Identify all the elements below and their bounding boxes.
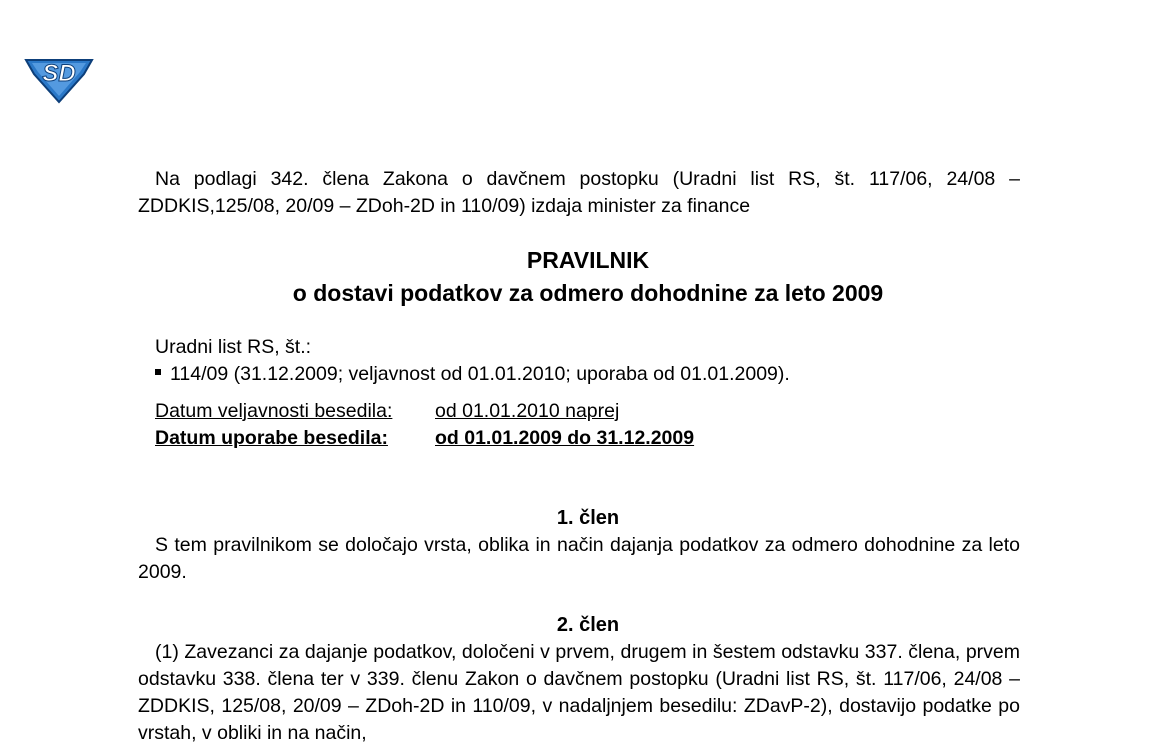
document-title: PRAVILNIK (526, 247, 650, 273)
usage-date-row (155, 427, 694, 450)
article-2-heading: 2. člen (556, 614, 620, 636)
article-2-text: (1) Zavezanci za dajanje podatkov, določeni v prvem, drugem in šestem odstavku 337. člena, prvem odstavku 338. člena ter v 339. členu Zakon o davčnem postopku (Uradni list RS, št. 117/06, 24/08 – ZDDKIS, 125/08, 20/09 – ZDoh-2D in 110/09, v nadaljnjem besedilu: ZDavP-2), dostavijo podatke po vrstah, v obliki in na način, (138, 641, 1020, 744)
validity-value: od 01.01.2010 naprej (435, 400, 620, 422)
intro-paragraph: Na podlagi 342. člena Zakona o davčnem postopku (Uradni list RS, št. 117/06, 24/08 – ZDDKIS,125/08, 20/09 – ZDoh-2D in 110/09) izdaja minister za finance (138, 168, 1020, 217)
gazette-entry (155, 363, 790, 386)
gazette-label: Uradni list RS, št.: (155, 336, 312, 358)
usage-label: Datum uporabe besedila: (155, 427, 388, 449)
validity-date-row (155, 400, 619, 423)
svg-text:SD: SD (42, 60, 76, 87)
validity-label: Datum veljavnosti besedila: (155, 400, 393, 422)
article-1-heading: 1. člen (556, 507, 620, 529)
document-subtitle: o dostavi podatkov za odmero dohodnine za leto 2009 (292, 280, 884, 306)
article-1-text: S tem pravilnikom se določajo vrsta, oblika in način dajanja podatkov za odmero dohodnine za leto 2009. (138, 534, 1020, 583)
bullet-icon (155, 369, 161, 375)
usage-value: od 01.01.2009 do 31.12.2009 (435, 427, 695, 449)
sd-logo (22, 50, 96, 104)
gazette-entry-text: 114/09 (31.12.2009; veljavnost od 01.01.2010; uporaba od 01.01.2009). (170, 363, 790, 385)
